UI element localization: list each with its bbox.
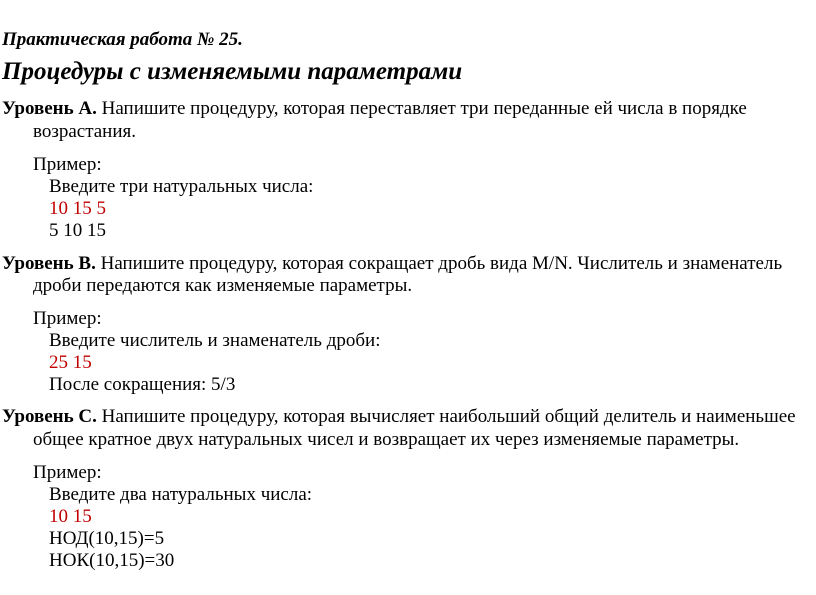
level-c-line1: [2, 407, 796, 426]
level-c-example-label: Пример:: [33, 462, 102, 483]
level-b-input: 25 15: [49, 352, 92, 373]
level-c-prompt: Введите два натуральных числа:: [49, 484, 313, 505]
level-a-output: 5 10 15: [49, 220, 106, 241]
level-c-label: Уровень С.: [2, 406, 102, 427]
level-b-label: Уровень В.: [2, 253, 101, 274]
level-a-line2: возрастания.: [33, 121, 137, 142]
level-b-prompt: Введите числитель и знаменатель дроби:: [49, 330, 381, 351]
page-subtitle: Процедуры с изменяемыми параметрами: [2, 58, 463, 85]
level-c-line2: общее кратное двух натуральных чисел и возвращает их через изменяемые параметры.: [33, 429, 740, 450]
level-a-text: Напишите процедуру, которая переставляет три переданные ей числа в порядке: [101, 98, 747, 119]
level-b-line2: дроби передаются как изменяемые параметры.: [33, 275, 413, 296]
level-c-text: Напишите процедуру, которая вычисляет наибольший общий делитель и наименьшее: [101, 406, 796, 427]
level-b-line1: [2, 254, 782, 273]
level-a-prompt: Введите три натуральных числа:: [49, 176, 314, 197]
level-c-output-gcd: НОД(10,15)=5: [49, 528, 165, 549]
level-a-line1: [2, 99, 747, 118]
page-title: Практическая работа № 25.: [2, 29, 243, 50]
level-b-text: Напишите процедуру, которая сокращает дробь вида M/N. Числитель и знаменатель: [100, 253, 783, 274]
level-b-example-label: Пример:: [33, 308, 102, 329]
level-c-input: 10 15: [49, 506, 92, 527]
level-b-output: После сокращения: 5/3: [49, 374, 236, 395]
level-a-example-label: Пример:: [33, 154, 102, 175]
level-a-input: 10 15 5: [49, 198, 106, 219]
level-a-label: Уровень А.: [2, 98, 102, 119]
level-c-output-lcm: НОК(10,15)=30: [49, 550, 175, 571]
